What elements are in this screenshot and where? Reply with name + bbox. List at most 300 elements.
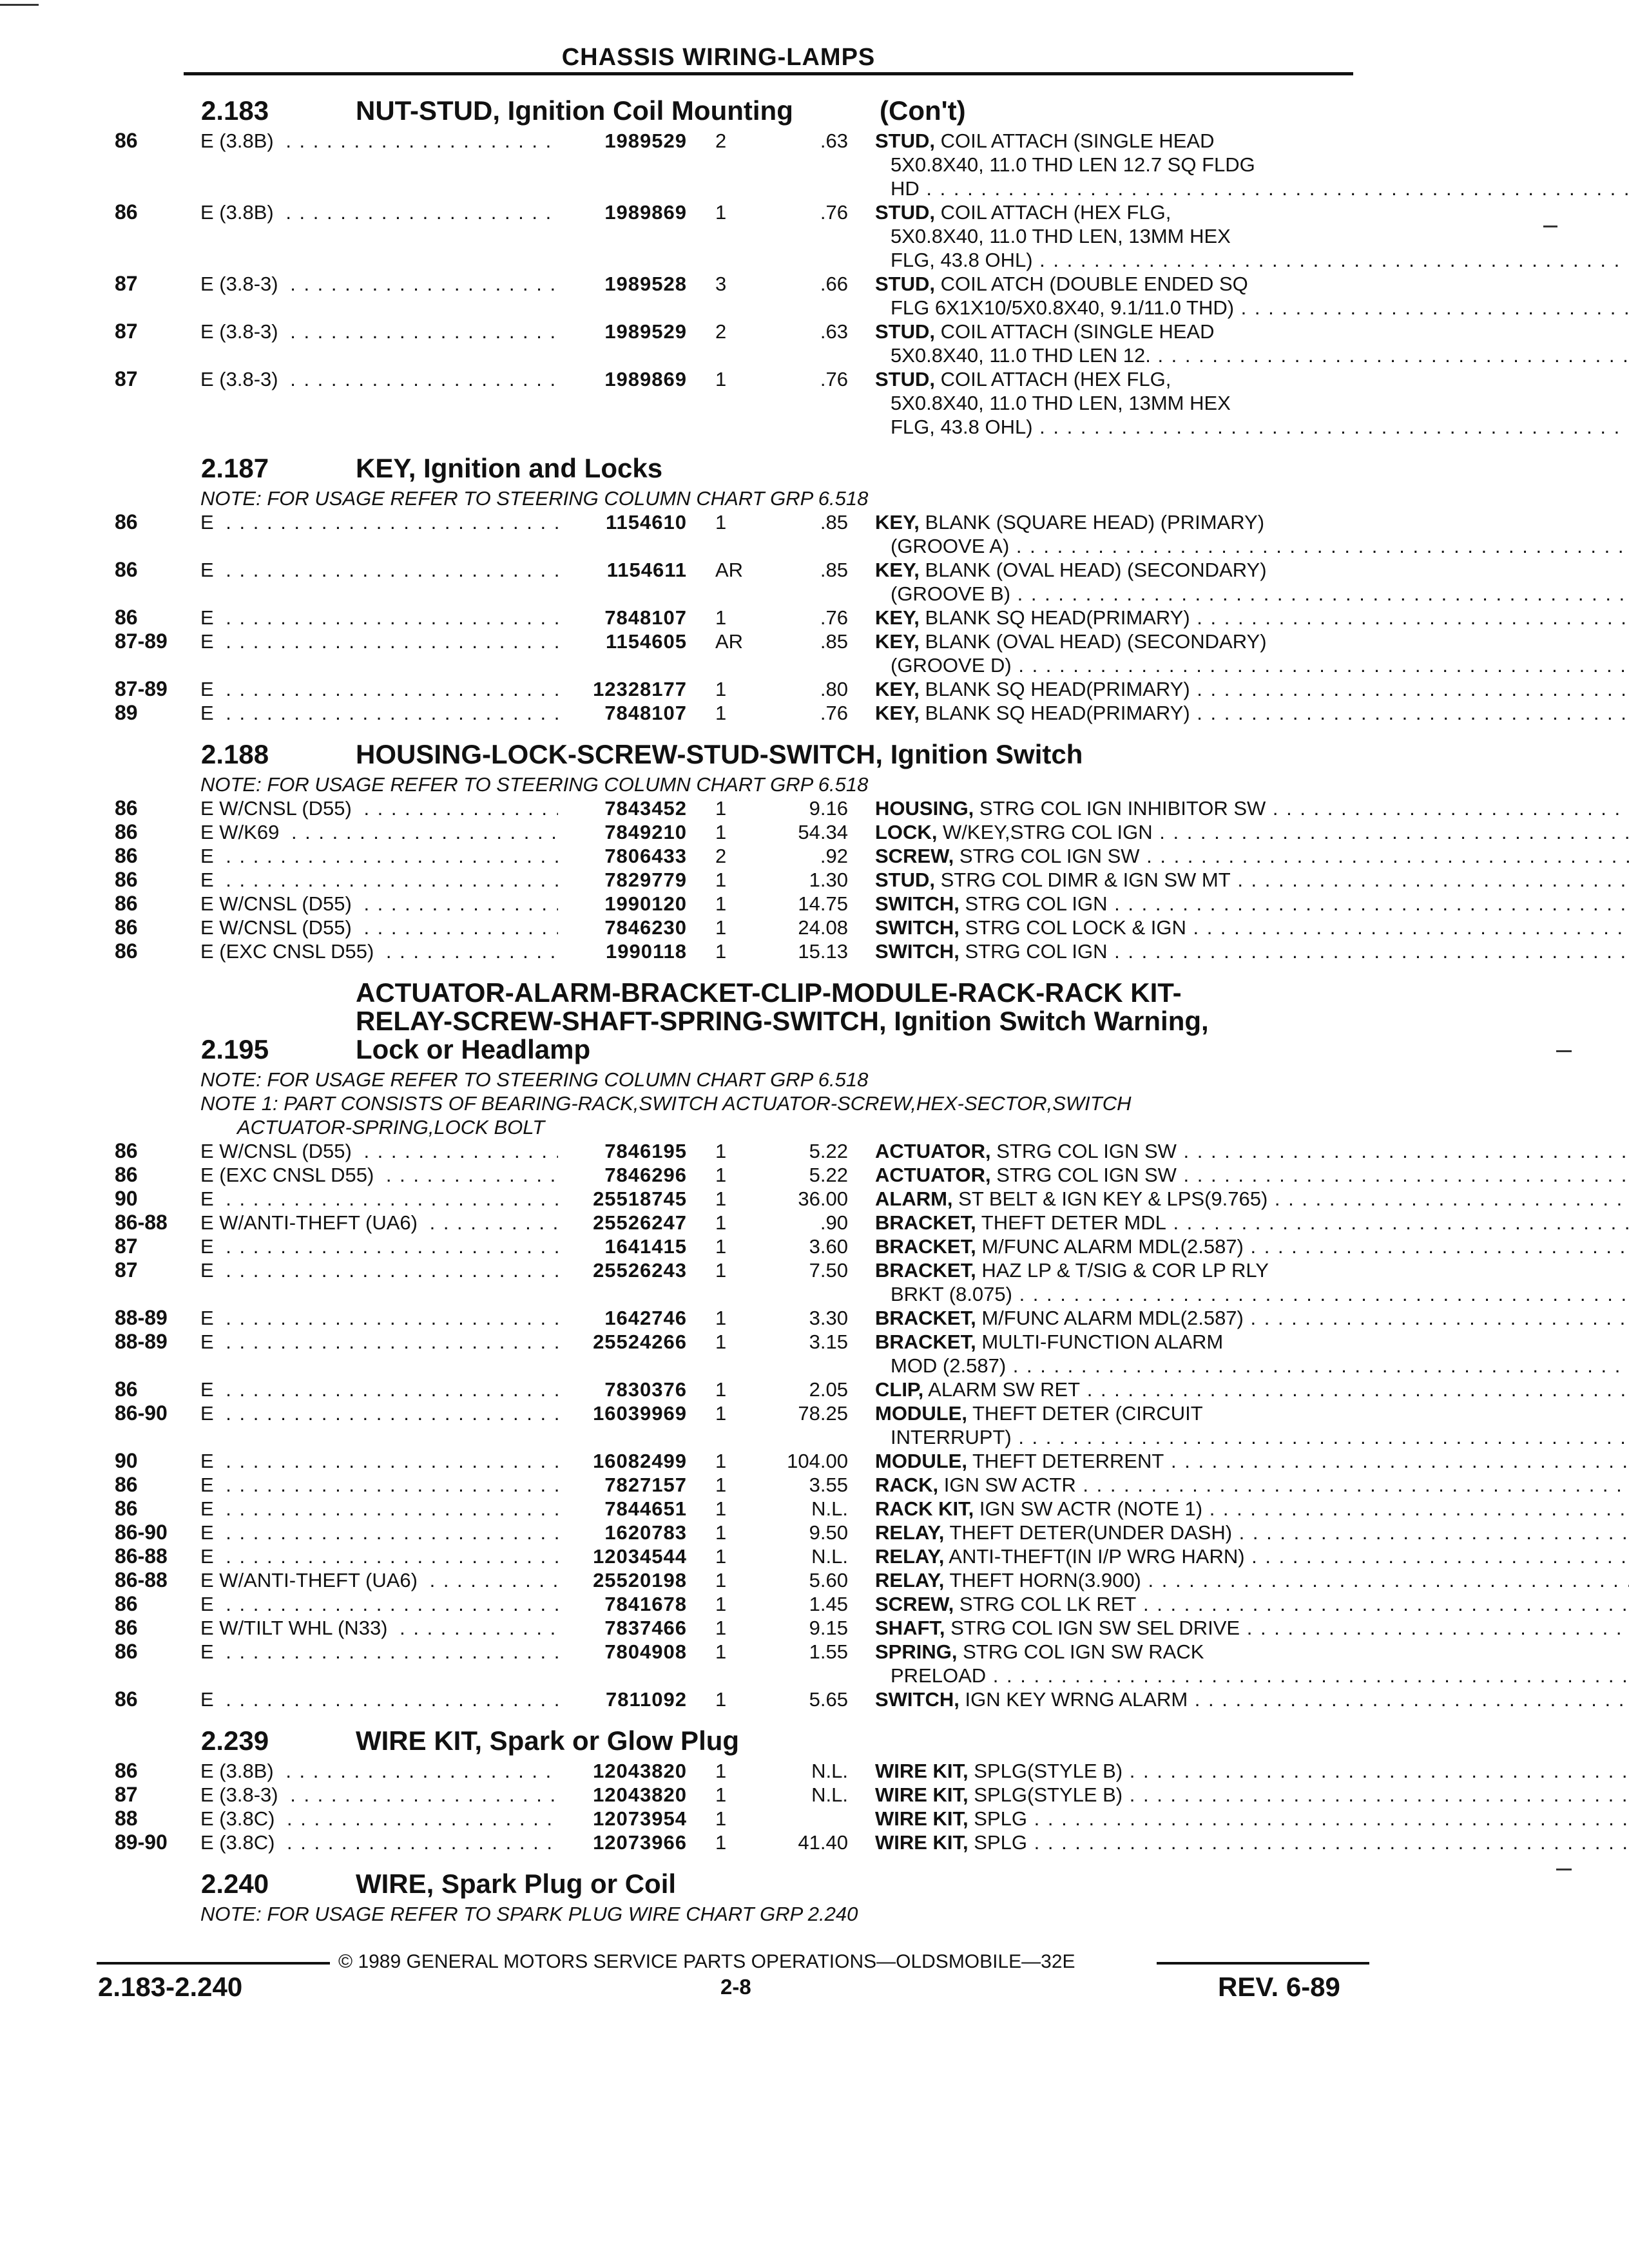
description-line: RACK, IGN SW ACTR . . . [875, 1473, 1629, 1497]
part-description [848, 1211, 1629, 1235]
table-row [115, 1449, 1365, 1473]
part-description [848, 367, 1629, 439]
section-note: NOTE: FOR USAGE REFER TO SPARK PLUG WIRE CHART GRP 2.240 [200, 1903, 858, 1925]
description-line: STUD, COIL ATTACH (SINGLE HEAD [875, 130, 1215, 152]
usage-text: E (3.8C) [200, 1807, 280, 1830]
model-year: 86 [115, 129, 138, 152]
section-continued: (Con't) [880, 95, 966, 126]
price: 5.22 [809, 1164, 848, 1186]
quantity: 1 [715, 1307, 727, 1329]
usage-text: E (3.8B) [200, 201, 279, 224]
model-year: 86 [115, 1497, 138, 1520]
usage-code [200, 916, 558, 939]
part-noun: ALARM, [875, 1187, 953, 1210]
usage-text: E [200, 1450, 219, 1472]
part-number: 25526247 [593, 1211, 687, 1234]
price: 36.00 [798, 1187, 848, 1210]
part-number: 12034544 [593, 1545, 687, 1568]
usage-text: E (3.8B) [200, 130, 279, 152]
table-row [115, 606, 1365, 629]
part-description [848, 1807, 1629, 1831]
description-line: STUD, COIL ATTACH (HEX FLG, [875, 201, 1171, 224]
price: .80 [820, 678, 848, 700]
part-number: 7846195 [604, 1140, 687, 1162]
usage-code [200, 1306, 558, 1330]
usage-text: E [200, 511, 219, 533]
description-line: KEY, BLANK (SQUARE HEAD) (PRIMARY) [875, 511, 1265, 533]
part-description [848, 939, 1629, 963]
table-row [115, 1163, 1365, 1187]
usage-code [200, 129, 558, 200]
model-year: 87 [115, 1258, 138, 1282]
section-number: 2.187 [201, 453, 269, 483]
quantity: 1 [715, 1164, 727, 1186]
part-number: 12073966 [593, 1831, 687, 1854]
part-number: 7841678 [604, 1593, 687, 1615]
model-year: 87 [115, 272, 138, 295]
model-year: 86 [115, 796, 138, 820]
quantity: 1 [715, 511, 727, 533]
part-number: 16039969 [593, 1402, 687, 1425]
usage-code [200, 1378, 558, 1401]
quantity: 1 [715, 1593, 727, 1615]
price: 9.50 [809, 1521, 848, 1544]
parts-listing [115, 97, 1365, 1926]
part-description [848, 1306, 1629, 1330]
price: .76 [820, 606, 848, 629]
part-noun: RACK, [875, 1474, 939, 1496]
footer-page-number: 2-8 [720, 1975, 751, 1999]
price [758, 1807, 848, 1831]
quantity: 1 [715, 916, 727, 939]
footer-revision: REV. 6-89 [1218, 1972, 1340, 2002]
footer-group-range: 2.183-2.240 [98, 1972, 243, 2002]
part-description [848, 1163, 1629, 1187]
price: 2.05 [809, 1378, 848, 1401]
usage-code [200, 1640, 558, 1687]
part-noun: STUD, [875, 869, 935, 891]
model-year: 86 [115, 844, 138, 867]
part-description [848, 1473, 1629, 1497]
part-description [848, 1783, 1629, 1807]
quantity: 1 [715, 678, 727, 700]
usage-text: E (3.8-3) [200, 320, 284, 343]
margin-mark [0, 4, 39, 6]
quantity: 1 [715, 1187, 727, 1210]
description-line: WIRE KIT, SPLG . . . [875, 1831, 1629, 1854]
usage-text: E W/CNSL (D55) [200, 1140, 357, 1162]
model-year: 86 [115, 939, 138, 963]
description-line: BRACKET, M/FUNC ALARM MDL(2.587) . . . [875, 1306, 1629, 1330]
part-description [848, 1235, 1629, 1258]
price: 14.75 [798, 892, 848, 915]
section-header [115, 740, 1365, 769]
model-year: 90 [115, 1449, 138, 1472]
quantity: 1 [715, 1640, 727, 1663]
quantity: 1 [715, 1783, 727, 1806]
table-row [115, 510, 1365, 558]
description-line: STUD, COIL ATTACH (HEX FLG, [875, 368, 1171, 390]
part-noun: RELAY, [875, 1569, 945, 1591]
description-line: ACTUATOR, STRG COL IGN SW . . . [875, 1163, 1629, 1187]
description-line: (GROOVE B) . . . [875, 582, 1629, 606]
usage-code [200, 1568, 558, 1592]
usage-code [200, 1497, 558, 1521]
copyright-line: © 1989 GENERAL MOTORS SERVICE PARTS OPERATIONS—OLDSMOBILE—32E [338, 1951, 1075, 1972]
model-year: 86 [115, 1139, 138, 1162]
part-noun: SWITCH, [875, 940, 959, 963]
price: .76 [820, 201, 848, 224]
price: 24.08 [798, 916, 848, 939]
model-year: 87 [115, 1783, 138, 1806]
part-noun: ACTUATOR, [875, 1140, 991, 1162]
quantity: 1 [715, 869, 727, 891]
section-note: NOTE: FOR USAGE REFER TO STEERING COLUMN CHART GRP 6.518 [200, 773, 869, 796]
quantity: 1 [715, 368, 727, 390]
usage-code [200, 367, 558, 439]
quantity: 1 [715, 1545, 727, 1568]
usage-code [200, 1783, 558, 1807]
model-year: 86 [115, 1378, 138, 1401]
usage-code [200, 1473, 558, 1497]
model-year: 86 [115, 820, 138, 843]
usage-code [200, 1401, 558, 1449]
part-number: 7846230 [604, 916, 687, 939]
description-line: SHAFT, STRG COL IGN SW SEL DRIVE . . . [875, 1616, 1629, 1640]
part-description [848, 1831, 1629, 1854]
usage-code [200, 1211, 558, 1235]
part-description [848, 844, 1629, 868]
section-number: 2.239 [201, 1725, 269, 1756]
table-row [115, 1378, 1365, 1401]
usage-code [200, 1592, 558, 1616]
description-line: BRACKET, THEFT DETER MDL . . . [875, 1211, 1629, 1235]
part-number: 12328177 [593, 678, 687, 700]
section-note: ACTUATOR-SPRING,LOCK BOLT [237, 1116, 545, 1139]
part-noun: KEY, [875, 630, 920, 653]
part-description [848, 1592, 1629, 1616]
part-number: 1620783 [604, 1521, 687, 1544]
quantity: 1 [715, 1211, 727, 1234]
quantity: 1 [715, 1140, 727, 1162]
part-noun: KEY, [875, 678, 920, 700]
table-row [115, 701, 1365, 725]
usage-text: E [200, 630, 219, 653]
description-line: BRACKET, HAZ LP & T/SIG & COR LP RLY [875, 1259, 1269, 1282]
usage-code [200, 1187, 558, 1211]
usage-text: E [200, 1331, 219, 1353]
part-number: 25526243 [593, 1259, 687, 1282]
part-noun: MODULE, [875, 1402, 967, 1425]
usage-text: E (EXC CNSL D55) [200, 1164, 379, 1186]
footer-rule-right [1157, 1962, 1369, 1965]
price: 1.30 [809, 869, 848, 891]
usage-text: E [200, 1378, 219, 1401]
model-year: 87 [115, 1235, 138, 1258]
usage-code [200, 1330, 558, 1378]
usage-text: E (3.8-3) [200, 368, 284, 390]
part-description [848, 1759, 1629, 1783]
usage-code [200, 1759, 558, 1783]
table-row [115, 1497, 1365, 1521]
usage-text: E W/ANTI-THEFT (UA6) [200, 1211, 423, 1234]
description-line: WIRE KIT, SPLG(STYLE B) . . . [875, 1783, 1629, 1807]
description-line: SWITCH, IGN KEY WRNG ALARM . . . [875, 1687, 1629, 1711]
price: 15.13 [798, 940, 848, 963]
quantity: 1 [715, 940, 727, 963]
part-description [848, 629, 1629, 677]
part-description [848, 1640, 1629, 1687]
part-number: 7843452 [604, 797, 687, 820]
table-row [115, 1807, 1365, 1831]
part-number: 16082499 [593, 1450, 687, 1472]
description-line: ACTUATOR, STRG COL IGN SW . . . [875, 1139, 1629, 1163]
description-line: 5X0.8X40, 11.0 THD LEN, 13MM HEX [891, 225, 1231, 247]
price: N.L. [811, 1497, 848, 1520]
section-header [115, 979, 1365, 1064]
model-year: 86 [115, 510, 138, 533]
part-description [848, 1330, 1629, 1378]
price: .76 [820, 368, 848, 390]
model-year: 88-89 [115, 1306, 168, 1329]
quantity: 3 [715, 273, 727, 295]
part-description [848, 1258, 1629, 1306]
quantity: 2 [715, 845, 727, 867]
part-description [848, 796, 1629, 820]
description-line: KEY, BLANK SQ HEAD(PRIMARY) . . . [875, 606, 1629, 629]
part-number: 1989528 [604, 273, 687, 295]
quantity: 1 [715, 1497, 727, 1520]
table-row [115, 939, 1365, 963]
table-row [115, 1568, 1365, 1592]
price: 3.60 [809, 1235, 848, 1258]
model-year: 90 [115, 1187, 138, 1210]
part-number: 1989869 [604, 201, 687, 224]
usage-code [200, 1258, 558, 1306]
part-noun: KEY, [875, 702, 920, 724]
model-year: 86 [115, 1592, 138, 1615]
description-line: BRACKET, M/FUNC ALARM MDL(2.587) . . . [875, 1235, 1629, 1258]
part-description [848, 272, 1629, 320]
quantity: 1 [715, 797, 727, 820]
description-line: RELAY, THEFT DETER(UNDER DASH) . . . [875, 1521, 1629, 1544]
model-year: 88 [115, 1807, 138, 1830]
model-year: 86 [115, 1616, 138, 1639]
margin-mark [1556, 1050, 1572, 1052]
quantity: 1 [715, 1831, 727, 1854]
section-header [115, 1727, 1365, 1755]
usage-code [200, 558, 558, 606]
price: .85 [820, 559, 848, 581]
part-description [848, 1378, 1629, 1401]
footer-rule-left [97, 1962, 330, 1965]
part-description [848, 677, 1629, 701]
model-year: 86 [115, 1163, 138, 1186]
quantity: 1 [715, 1474, 727, 1496]
price: .66 [820, 273, 848, 295]
model-year: 86 [115, 1640, 138, 1663]
model-year: 89 [115, 701, 138, 724]
price: 54.34 [798, 821, 848, 843]
part-noun: BRACKET, [875, 1211, 976, 1234]
table-row [115, 1687, 1365, 1711]
usage-code [200, 1616, 558, 1640]
description-line: PRELOAD . . . [875, 1664, 1629, 1687]
table-row [115, 1258, 1365, 1306]
table-row [115, 129, 1365, 200]
quantity: 1 [715, 1807, 727, 1830]
description-line: 5X0.8X40, 11.0 THD LEN, 13MM HEX [891, 392, 1231, 414]
part-number: 12073954 [593, 1807, 687, 1830]
price: 104.00 [787, 1450, 848, 1472]
part-noun: SWITCH, [875, 892, 959, 915]
part-number: 7811092 [606, 1688, 687, 1711]
usage-code [200, 629, 558, 677]
page-title: CHASSIS WIRING-LAMPS [561, 44, 876, 71]
part-description [848, 1497, 1629, 1521]
section-header [115, 97, 1365, 125]
usage-text: E [200, 1235, 219, 1258]
price: 5.22 [809, 1140, 848, 1162]
model-year: 86-88 [115, 1211, 168, 1234]
part-number: 25520198 [593, 1569, 687, 1591]
table-row [115, 1306, 1365, 1330]
table-row [115, 796, 1365, 820]
usage-code [200, 1163, 558, 1187]
model-year: 86 [115, 916, 138, 939]
description-line: KEY, BLANK SQ HEAD(PRIMARY) . . . [875, 701, 1629, 725]
part-description [848, 1687, 1629, 1711]
part-noun: SWITCH, [875, 916, 959, 939]
section-header [115, 454, 1365, 483]
price: .90 [820, 1211, 848, 1234]
part-description [848, 701, 1629, 725]
model-year: 86-90 [115, 1401, 168, 1425]
part-description [848, 510, 1629, 558]
section-note: NOTE: FOR USAGE REFER TO STEERING COLUMN CHART GRP 6.518 [200, 487, 869, 510]
part-noun: BRACKET, [875, 1331, 976, 1353]
part-number: 7844651 [604, 1497, 687, 1520]
part-description [848, 1544, 1629, 1568]
quantity: 1 [715, 1688, 727, 1711]
quantity: 1 [715, 606, 727, 629]
price: 78.25 [798, 1402, 848, 1425]
description-line: SWITCH, STRG COL IGN . . . [875, 939, 1629, 963]
part-noun: KEY, [875, 559, 920, 581]
usage-text: E [200, 702, 219, 724]
part-noun: RELAY, [875, 1521, 945, 1544]
part-number: 1989869 [604, 368, 687, 390]
quantity: 1 [715, 1450, 727, 1472]
price: 3.30 [809, 1307, 848, 1329]
part-number: 1989529 [604, 320, 687, 343]
usage-text: E [200, 678, 219, 700]
quantity: 1 [715, 1331, 727, 1353]
price: N.L. [811, 1545, 848, 1568]
usage-text: E [200, 1497, 219, 1520]
part-noun: BRACKET, [875, 1307, 976, 1329]
quantity: 1 [715, 201, 727, 224]
description-line: (GROOVE A) . . . [875, 534, 1629, 558]
model-year: 88-89 [115, 1330, 168, 1353]
part-noun: RELAY, [875, 1545, 945, 1568]
part-number: 7849210 [604, 821, 687, 843]
table-row [115, 1211, 1365, 1235]
table-row [115, 892, 1365, 916]
usage-code [200, 820, 558, 844]
price: .92 [820, 845, 848, 867]
description-line: KEY, BLANK SQ HEAD(PRIMARY) . . . [875, 677, 1629, 701]
part-description [848, 606, 1629, 629]
table-row [115, 1330, 1365, 1378]
description-line: STUD, COIL ATCH (DOUBLE ENDED SQ [875, 273, 1248, 295]
quantity: 1 [715, 1760, 727, 1782]
description-line: RELAY, ANTI-THEFT(IN I/P WRG HARN) . . . [875, 1544, 1629, 1568]
part-description [848, 916, 1629, 939]
model-year: 87 [115, 367, 138, 390]
part-noun: BRACKET, [875, 1259, 976, 1282]
table-row [115, 558, 1365, 606]
part-number: 7837466 [604, 1617, 687, 1639]
part-description [848, 129, 1629, 200]
model-year: 86 [115, 1759, 138, 1782]
usage-code [200, 1831, 558, 1854]
table-row [115, 1401, 1365, 1449]
model-year: 86 [115, 892, 138, 915]
description-line: CLIP, ALARM SW RET . . . [875, 1378, 1629, 1401]
usage-code [200, 200, 558, 272]
description-line: STUD, STRG COL DIMR & IGN SW MT . . . [875, 868, 1629, 892]
model-year: 87-89 [115, 629, 168, 653]
quantity: 1 [715, 892, 727, 915]
part-number: 7804908 [604, 1640, 687, 1663]
price: 9.16 [809, 797, 848, 820]
usage-code [200, 1449, 558, 1473]
description-line: MODULE, THEFT DETERRENT . . . [875, 1449, 1629, 1473]
usage-code [200, 701, 558, 725]
description-line: 5X0.8X40, 11.0 THD LEN 12. . . . [875, 343, 1629, 367]
model-year: 86 [115, 868, 138, 891]
price: N.L. [811, 1783, 848, 1806]
usage-text: E W/TILT WHL (N33) [200, 1617, 393, 1639]
usage-code [200, 510, 558, 558]
part-noun: STUD, [875, 368, 935, 390]
model-year: 86 [115, 1473, 138, 1496]
title-rule [184, 72, 1353, 75]
usage-code [200, 1687, 558, 1711]
price: 5.65 [809, 1688, 848, 1711]
part-noun: WIRE KIT, [875, 1807, 969, 1830]
section-title: KEY, Ignition and Locks [356, 453, 663, 483]
part-number: 1990118 [606, 940, 687, 963]
part-noun: SWITCH, [875, 1688, 959, 1711]
part-noun: WIRE KIT, [875, 1831, 969, 1854]
usage-code [200, 1807, 558, 1831]
quantity: 1 [715, 1378, 727, 1401]
table-row [115, 868, 1365, 892]
usage-text: E W/CNSL (D55) [200, 797, 357, 820]
price: 7.50 [809, 1259, 848, 1282]
price: 1.45 [809, 1593, 848, 1615]
quantity: 1 [715, 1521, 727, 1544]
part-number: 7806433 [604, 845, 687, 867]
usage-text: E W/CNSL (D55) [200, 892, 357, 915]
part-number: 7848107 [604, 702, 687, 724]
usage-code [200, 844, 558, 868]
part-number: 1989529 [604, 130, 687, 152]
part-noun: BRACKET, [875, 1235, 976, 1258]
part-noun: CLIP, [875, 1378, 924, 1401]
